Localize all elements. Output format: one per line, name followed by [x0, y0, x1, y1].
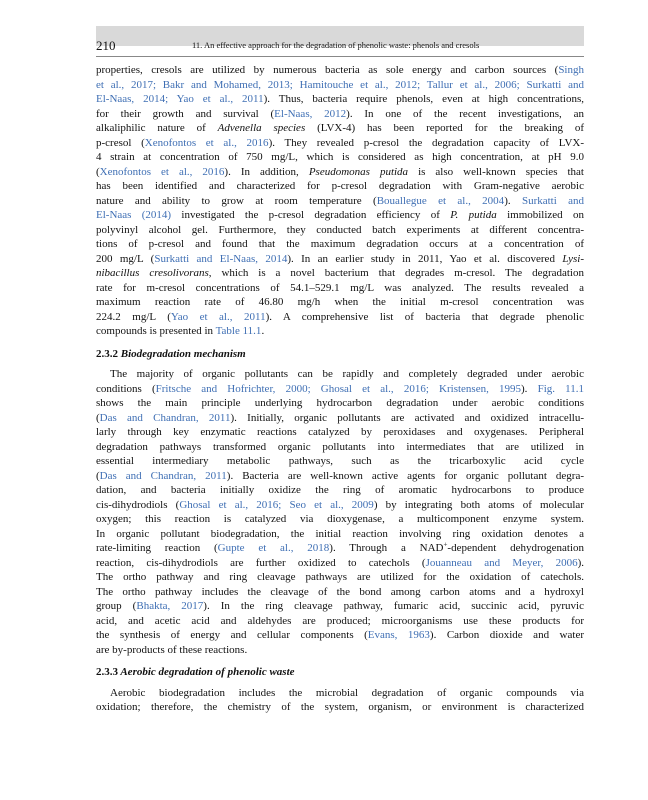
text-line — [96, 107, 584, 122]
species-name: P. putida — [450, 209, 497, 221]
text-line: dation, and bacteria initially oxidize the ring of aromatic hydrocarbons to produce — [96, 484, 584, 496]
text-line — [96, 136, 584, 151]
figure-link[interactable]: Fig. 11.1 — [537, 382, 585, 395]
text-line: essential intermediary metabolic pathways, such as the tricarboxylic acid cycle — [96, 455, 584, 467]
text: the synthesis of energy and cellular components ( — [96, 629, 368, 641]
text: ). They revealed p-cresol the degradation capacity of LVX- — [268, 136, 585, 149]
text: ). In addition, — [224, 165, 309, 178]
text-line — [96, 92, 584, 107]
citation-link[interactable]: El-Naas, 2012 — [274, 107, 347, 120]
section-heading — [96, 665, 584, 680]
text-line — [96, 165, 584, 180]
section-number: 2.3.3 — [96, 666, 118, 678]
text-line: are by-products of these reactions. — [96, 643, 248, 656]
text: reaction, cis-dihydrodiols are further oxidized to catechols ( — [96, 556, 426, 569]
citation-link[interactable]: Xenofontos et al., 2016 — [144, 136, 269, 149]
citation-link[interactable]: El-Naas (2014) — [96, 209, 172, 221]
text: rate-limiting reaction ( — [96, 542, 218, 554]
text-line: The majority of organic pollutants can be rapidly and completely degraded under aerobic — [110, 368, 584, 380]
running-head: 11. An effective approach for the degradation of phenolic waste: phenols and cresols — [192, 40, 480, 50]
text: ). Thus, bacteria require phenols, even at high concentrations, — [263, 93, 584, 105]
text-line — [96, 63, 584, 78]
section-title: Aerobic degradation of phenolic waste — [120, 666, 295, 678]
text: properties, cresols are utilized by numerous bacteria as sole energy and carbon sources ( — [96, 64, 559, 76]
section-heading — [96, 347, 584, 362]
text: conditions ( — [96, 382, 156, 395]
text-line — [96, 382, 584, 397]
paragraph-3 — [96, 686, 584, 715]
text-line — [96, 599, 584, 614]
text-line — [96, 194, 584, 209]
text-line: 4 strain at concentration of 750 mg/L, which is considered as high concentration, at pH 9.0 — [96, 151, 584, 163]
text-line: maximum reaction rate of 46.80 mg/h when the initial m-cresol concentration was — [96, 296, 584, 308]
species-name: Advenella species — [217, 122, 306, 134]
text: ). — [504, 194, 522, 207]
text: ( — [96, 469, 100, 482]
citation-link[interactable]: Xenofontos et al., 2016 — [99, 165, 225, 178]
citation-link[interactable]: Surkatti and El-Naas, 2014 — [154, 252, 288, 265]
citation-link[interactable]: et al., 2017; Bakr and Mohamed, 2013; Hamitouche et al., 2012; Tallur et al., 2006; Surkatti and — [96, 78, 584, 91]
citation-link[interactable]: Bhakta, 2017 — [136, 600, 204, 612]
text: ). — [577, 556, 585, 569]
species-name: Lysi- — [562, 252, 584, 265]
text-line — [96, 252, 584, 267]
text: is also well-known species that — [408, 165, 584, 178]
text-line — [96, 469, 584, 484]
text-line: Aerobic biodegradation includes the microbial degradation of organic compounds via — [110, 686, 584, 699]
text-line: degradation pathways transformed organic pollutants into intermediates that are utilized in — [96, 440, 584, 453]
text: ). In one of the recent investigations, an — [346, 107, 584, 120]
citation-link[interactable]: El-Naas, 2014; Yao et al., 2011 — [96, 93, 264, 105]
text: ). — [521, 382, 538, 395]
text: ). Through a NAD — [329, 542, 444, 554]
text: , which is a novel bacterium that degrades m-cresol. The degradation — [208, 267, 584, 279]
text-line — [96, 266, 584, 281]
text: ). Bacteria are well-known active agents for organic pollutant degra- — [226, 469, 584, 482]
text-line — [96, 78, 584, 93]
text: ) by integrating both atoms of molecular — [373, 498, 584, 511]
text-line: has been identified and characterized for p-cresol degradation with Gram-negative aerobic — [96, 180, 584, 192]
citation-link[interactable]: Bouallegue et al., 2004 — [376, 194, 505, 207]
text: compounds is presented in — [96, 325, 216, 337]
header-rule — [96, 56, 584, 57]
section-title: Biodegradation mechanism — [120, 347, 246, 360]
text: ( — [96, 165, 100, 178]
paragraph-2 — [96, 367, 584, 657]
text-line — [96, 121, 584, 136]
text-line — [96, 324, 584, 339]
text: for their growth and survival ( — [96, 107, 275, 120]
text-line — [96, 556, 584, 571]
text: p-cresol ( — [96, 136, 145, 149]
citation-link[interactable]: Yao et al., 2011 — [170, 310, 266, 323]
citation-link[interactable]: Jouanneau and Meyer, 2006 — [425, 556, 578, 569]
text-line — [96, 411, 584, 426]
text-line: oxygen; this reaction is catalyzed via dioxygenase, a multicomponent enzyme system. — [96, 513, 584, 525]
text: nature and ability to grow at room temperature ( — [96, 194, 377, 207]
text: ). A comprehensive list of bacteria that degrade phenolic — [265, 310, 584, 323]
paragraph-1 — [96, 63, 584, 339]
text-line: acid, and acetic acid and aldehydes are produced; microorganisms use these products for — [96, 614, 584, 627]
text-line: The ortho pathway and ring cleavage pathways are utilized for the oxidation of catechols. — [96, 571, 584, 583]
species-name: nibacillus cresolivorans — [96, 267, 209, 279]
citation-link[interactable]: Das and Chandran, 2011 — [99, 411, 231, 424]
text-line: The ortho pathway includes the cleavage of the bond among carbon atoms and a hydroxyl — [96, 585, 584, 598]
citation-link[interactable]: Singh — [558, 64, 584, 76]
citation-link[interactable]: Surkatti and — [521, 194, 585, 207]
superscript: + — [443, 540, 448, 549]
text: ). In an earlier study in 2011, Yao et al. discovered — [287, 252, 563, 265]
text: ). Carbon dioxide and water — [429, 629, 584, 641]
citation-link[interactable]: Gupte et al., 2018 — [217, 542, 330, 554]
citation-link[interactable]: Das and Chandran, 2011 — [99, 469, 227, 482]
text: immobilized on — [496, 209, 585, 221]
species-name: Pseudomonas putida — [308, 165, 409, 178]
text: group ( — [96, 600, 137, 612]
text-line: shows the main principle underlying hydrocarbon degradation under aerobic conditions — [96, 397, 584, 409]
text: 224.2 mg/L ( — [96, 310, 171, 323]
text: . — [261, 325, 265, 337]
text-line: In organic pollutant biodegradation, the initial reaction involving ring oxidation denotes a — [96, 527, 584, 540]
page-number: 210 — [96, 38, 116, 53]
text: ). In the ring cleavage pathway, fumaric acid, succinic acid, pyruvic — [203, 600, 584, 612]
text: -dependent dehydrogenation — [447, 542, 584, 554]
text-line: rate for m-cresol concentrations of 54.1–529.1 mg/L was analyzed. The results revealed a — [96, 281, 584, 294]
text-line: polyvinyl alcohol gel. Furthermore, they conducted batch experiments at different concentra- — [96, 223, 584, 236]
citation-link[interactable]: Ghosal et al., 2016; Seo et al., 2009 — [179, 498, 374, 511]
text: alkaliphilic nature of — [96, 122, 218, 134]
text-line — [96, 498, 584, 513]
text-line — [96, 541, 584, 556]
section-number: 2.3.2 — [96, 347, 118, 360]
text-line — [96, 310, 584, 325]
text: investigated the p-cresol degradation efficiency of — [171, 209, 451, 221]
body-text — [96, 63, 584, 715]
text-line: oxidation; therefore, the chemistry of the system, organism, or environment is characterized — [96, 701, 584, 713]
text: cis-dihydrodiols ( — [96, 498, 180, 511]
text-line: tions of p-cresol and found that the maximum degradation occurs at a concentration of — [96, 238, 584, 250]
text: (LVX-4) has been reported for the breaking of — [305, 122, 584, 134]
text: ( — [96, 411, 100, 424]
citation-link[interactable]: Evans, 1963 — [367, 629, 430, 641]
text-line — [96, 208, 584, 223]
text-line: larly through key enzymatic reactions catalyzed by peroxidases and oxygenases. Peripheral — [96, 426, 584, 438]
text-line — [96, 628, 584, 643]
citation-link[interactable]: Fritsche and Hofrichter, 2000; Ghosal et al., 2016; Kristensen, 1995 — [155, 382, 521, 395]
text: ). Initially, organic pollutants are activated and oxidized intracellu- — [230, 411, 585, 424]
table-link[interactable]: Table 11.1 — [215, 325, 262, 337]
text: 200 mg/L ( — [96, 252, 155, 265]
